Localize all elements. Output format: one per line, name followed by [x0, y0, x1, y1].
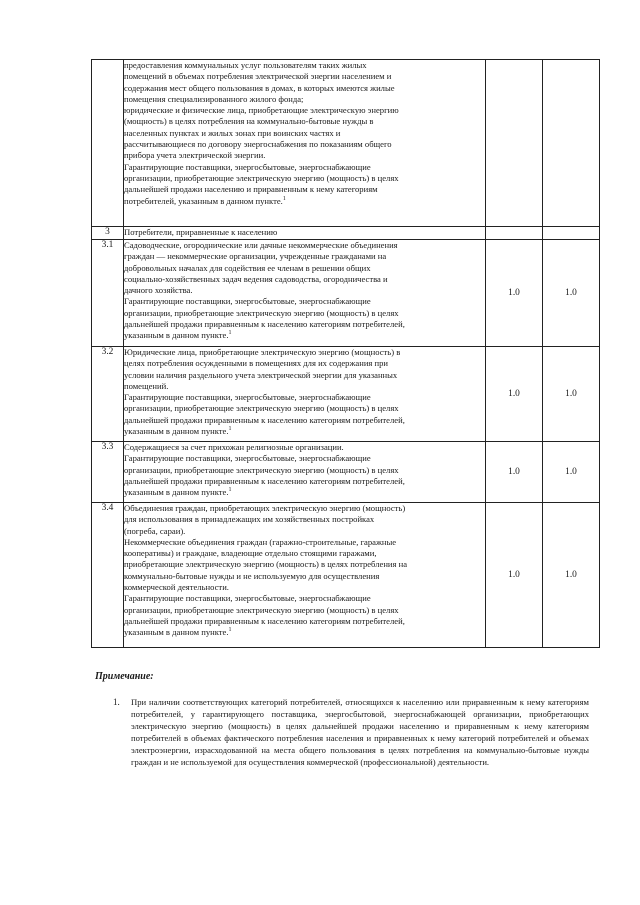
description-line: Гарантирующие поставщики, энергосбытовые, энергоснабжающие — [124, 593, 371, 604]
section-number: 3 — [92, 227, 124, 240]
value-cell: 1.0 — [486, 503, 543, 648]
value-cell: 1.0 — [543, 503, 600, 648]
description-line: населенных пунктах и жилых зонах при воинских частях и — [124, 127, 341, 138]
description-line: дальнейшей продажи приравненным к населению категориям потребителей, — [124, 615, 405, 626]
value-cell — [543, 227, 600, 240]
row-description-cell — [124, 347, 486, 442]
description-line: Юридические лица, приобретающие электрическую энергию (мощность) в — [124, 347, 401, 357]
table-row-3-1 — [92, 240, 600, 347]
description-line: помещений в объемах потребления электрической энергии населением и — [124, 71, 392, 82]
description-line: Гарантирующие поставщики, энергосбытовые, энергоснабжающие — [124, 453, 371, 464]
row-description-cell — [124, 503, 486, 648]
description-line: организации, приобретающие электрическую энергию (мощность) в целях — [124, 464, 399, 475]
description-line: (погреба, сараи). — [124, 525, 186, 536]
description-line: Содержащиеся за счет прихожан религиозные организации. — [124, 442, 344, 452]
description-line-text: указанным в данном пункте. — [124, 330, 229, 341]
description-line — [124, 330, 485, 341]
footnote-marker: 1 — [228, 426, 232, 433]
description-line: дальнейшей продажи приравненным к населению категориям потребителей, — [124, 319, 405, 330]
description-line: предоставления коммунальных услуг пользователям таких жилых — [124, 60, 367, 70]
row-description-cell — [124, 442, 486, 503]
value-cell — [486, 60, 543, 227]
description-line: граждан — некоммерческие организации, учрежденные гражданами на — [124, 251, 387, 262]
section-title: Потребители, приравненные к населению — [124, 227, 278, 237]
value-cell: 1.0 — [486, 442, 543, 503]
description-line: добровольных началах для содействия ее членам в решении общих — [124, 262, 371, 273]
description-line: Гарантирующие поставщики, энергосбытовые, энергоснабжающие — [124, 161, 371, 172]
description-line: прибора учета электрической энергии. — [124, 150, 266, 161]
note-item-text: При наличии соответствующих категорий потребителей, относящихся к населению или приравненным к нему категориям потребителей, у гарантирующего поставщика, энергосбытовой, энергоснабжающей организации, приобретающих электрическую энергию (мощность) в целях дальнейшей продажи населению и приравненным к нему категориям потребителей в объемах фактического потребления населения и приравненных к нему категорий потребителей и объемах электроэнергии, израсходованной на места общего пользования в целях потребления на коммунально-бытовые нужды граждан и не используемой для осуществления коммерческой (профессиональной) деятельности. — [131, 697, 589, 768]
description-line: коммунально-бытовые нужды и не используемую для осуществления — [124, 570, 380, 581]
description-line: Гарантирующие поставщики, энергосбытовые, энергоснабжающие — [124, 392, 371, 403]
description-line: коммерческой деятельности. — [124, 582, 229, 593]
tariff-table — [91, 59, 600, 648]
table-section-row — [92, 227, 600, 240]
value-cell: 1.0 — [486, 347, 543, 442]
description-line: социально-хозяйственных задач ведения садоводства, огородничества и — [124, 273, 388, 284]
description-line: дальнейшей продажи населению и приравненным к нему категориям — [124, 184, 378, 195]
description-line: (мощность) в целях потребления на коммунально-бытовые нужды в — [124, 116, 374, 127]
table-row-continuation — [92, 60, 600, 227]
description-line: целях потребления осужденными в помещениях для их содержания при — [124, 358, 389, 369]
row-description-cell — [124, 240, 486, 347]
footnote-marker: 1 — [228, 487, 232, 494]
description-line: дальнейшей продажи приравненным к населению категориям потребителей, — [124, 475, 405, 486]
description-line — [124, 196, 485, 207]
description-line — [124, 426, 485, 437]
table-row-3-2 — [92, 347, 600, 442]
value-cell: 1.0 — [543, 442, 600, 503]
value-cell — [543, 60, 600, 227]
value-cell: 1.0 — [543, 240, 600, 347]
description-line-text: потребителей, указанным в данном пункте. — [124, 195, 283, 206]
value-cell — [486, 227, 543, 240]
description-line-text: указанным в данном пункте. — [124, 487, 229, 498]
table-row-3-3 — [92, 442, 600, 503]
description-line: помещения специализированного жилого фонда; — [124, 93, 304, 104]
value-cell: 1.0 — [486, 240, 543, 347]
description-line: для использования в принадлежащих им хозяйственных постройках — [124, 514, 375, 525]
description-line: организации, приобретающие электрическую энергию (мощность) в целях — [124, 604, 399, 615]
row-description-cell — [124, 60, 486, 227]
description-line: условии наличия раздельного учета электрической энергии для указанных — [124, 369, 398, 380]
description-line: организации, приобретающие электрическую энергию (мощность) в целях — [124, 172, 399, 183]
table-row-3-4 — [92, 503, 600, 648]
row-number: 3.2 — [92, 347, 124, 442]
description-line: организации, приобретающие электрическую энергию (мощность) в целях — [124, 307, 399, 318]
description-line: юридические и физические лица, приобретающие электрическую энергию — [124, 105, 399, 116]
description-line: рассчитывающиеся по договору энергоснабжения по показаниям общего — [124, 139, 392, 150]
note-item-number: 1. — [113, 697, 120, 707]
description-line: дачного хозяйства. — [124, 285, 193, 296]
description-line: дальнейшей продажи приравненным к населению категориям потребителей, — [124, 414, 405, 425]
description-line: содержания мест общего пользования в домах, в которых имеются жилые — [124, 82, 395, 93]
description-line: Садоводческие, огороднические или дачные некоммерческие объединения — [124, 240, 398, 250]
description-line — [124, 487, 485, 498]
row-number: 3.1 — [92, 240, 124, 347]
footnote-marker: 1 — [228, 330, 232, 337]
description-line: помещений. — [124, 380, 169, 391]
row-number: 3.4 — [92, 503, 124, 648]
description-line: Объединения граждан, приобретающих электрическую энергию (мощность) — [124, 503, 406, 513]
description-line: Некоммерческие объединения граждан (гаражно-строительные, гаражные — [124, 536, 397, 547]
description-line-text: указанным в данном пункте. — [124, 627, 229, 638]
footnote-marker: 1 — [282, 195, 286, 202]
description-line: кооперативы) и граждане, владеющие отдельно стоящими гаражами, — [124, 548, 377, 559]
row-number-cell — [92, 60, 124, 227]
row-number: 3.3 — [92, 442, 124, 503]
note-title: Примечание: — [95, 671, 154, 682]
description-line: приобретающие электрическую энергию (мощность) в целях потребления на — [124, 559, 408, 570]
description-line: организации, приобретающие электрическую энергию (мощность) в целях — [124, 403, 399, 414]
description-line — [124, 627, 485, 638]
section-title-cell — [124, 227, 486, 240]
description-line: Гарантирующие поставщики, энергосбытовые, энергоснабжающие — [124, 296, 371, 307]
value-cell: 1.0 — [543, 347, 600, 442]
description-line-text: указанным в данном пункте. — [124, 426, 229, 437]
footnote-marker: 1 — [228, 627, 232, 634]
